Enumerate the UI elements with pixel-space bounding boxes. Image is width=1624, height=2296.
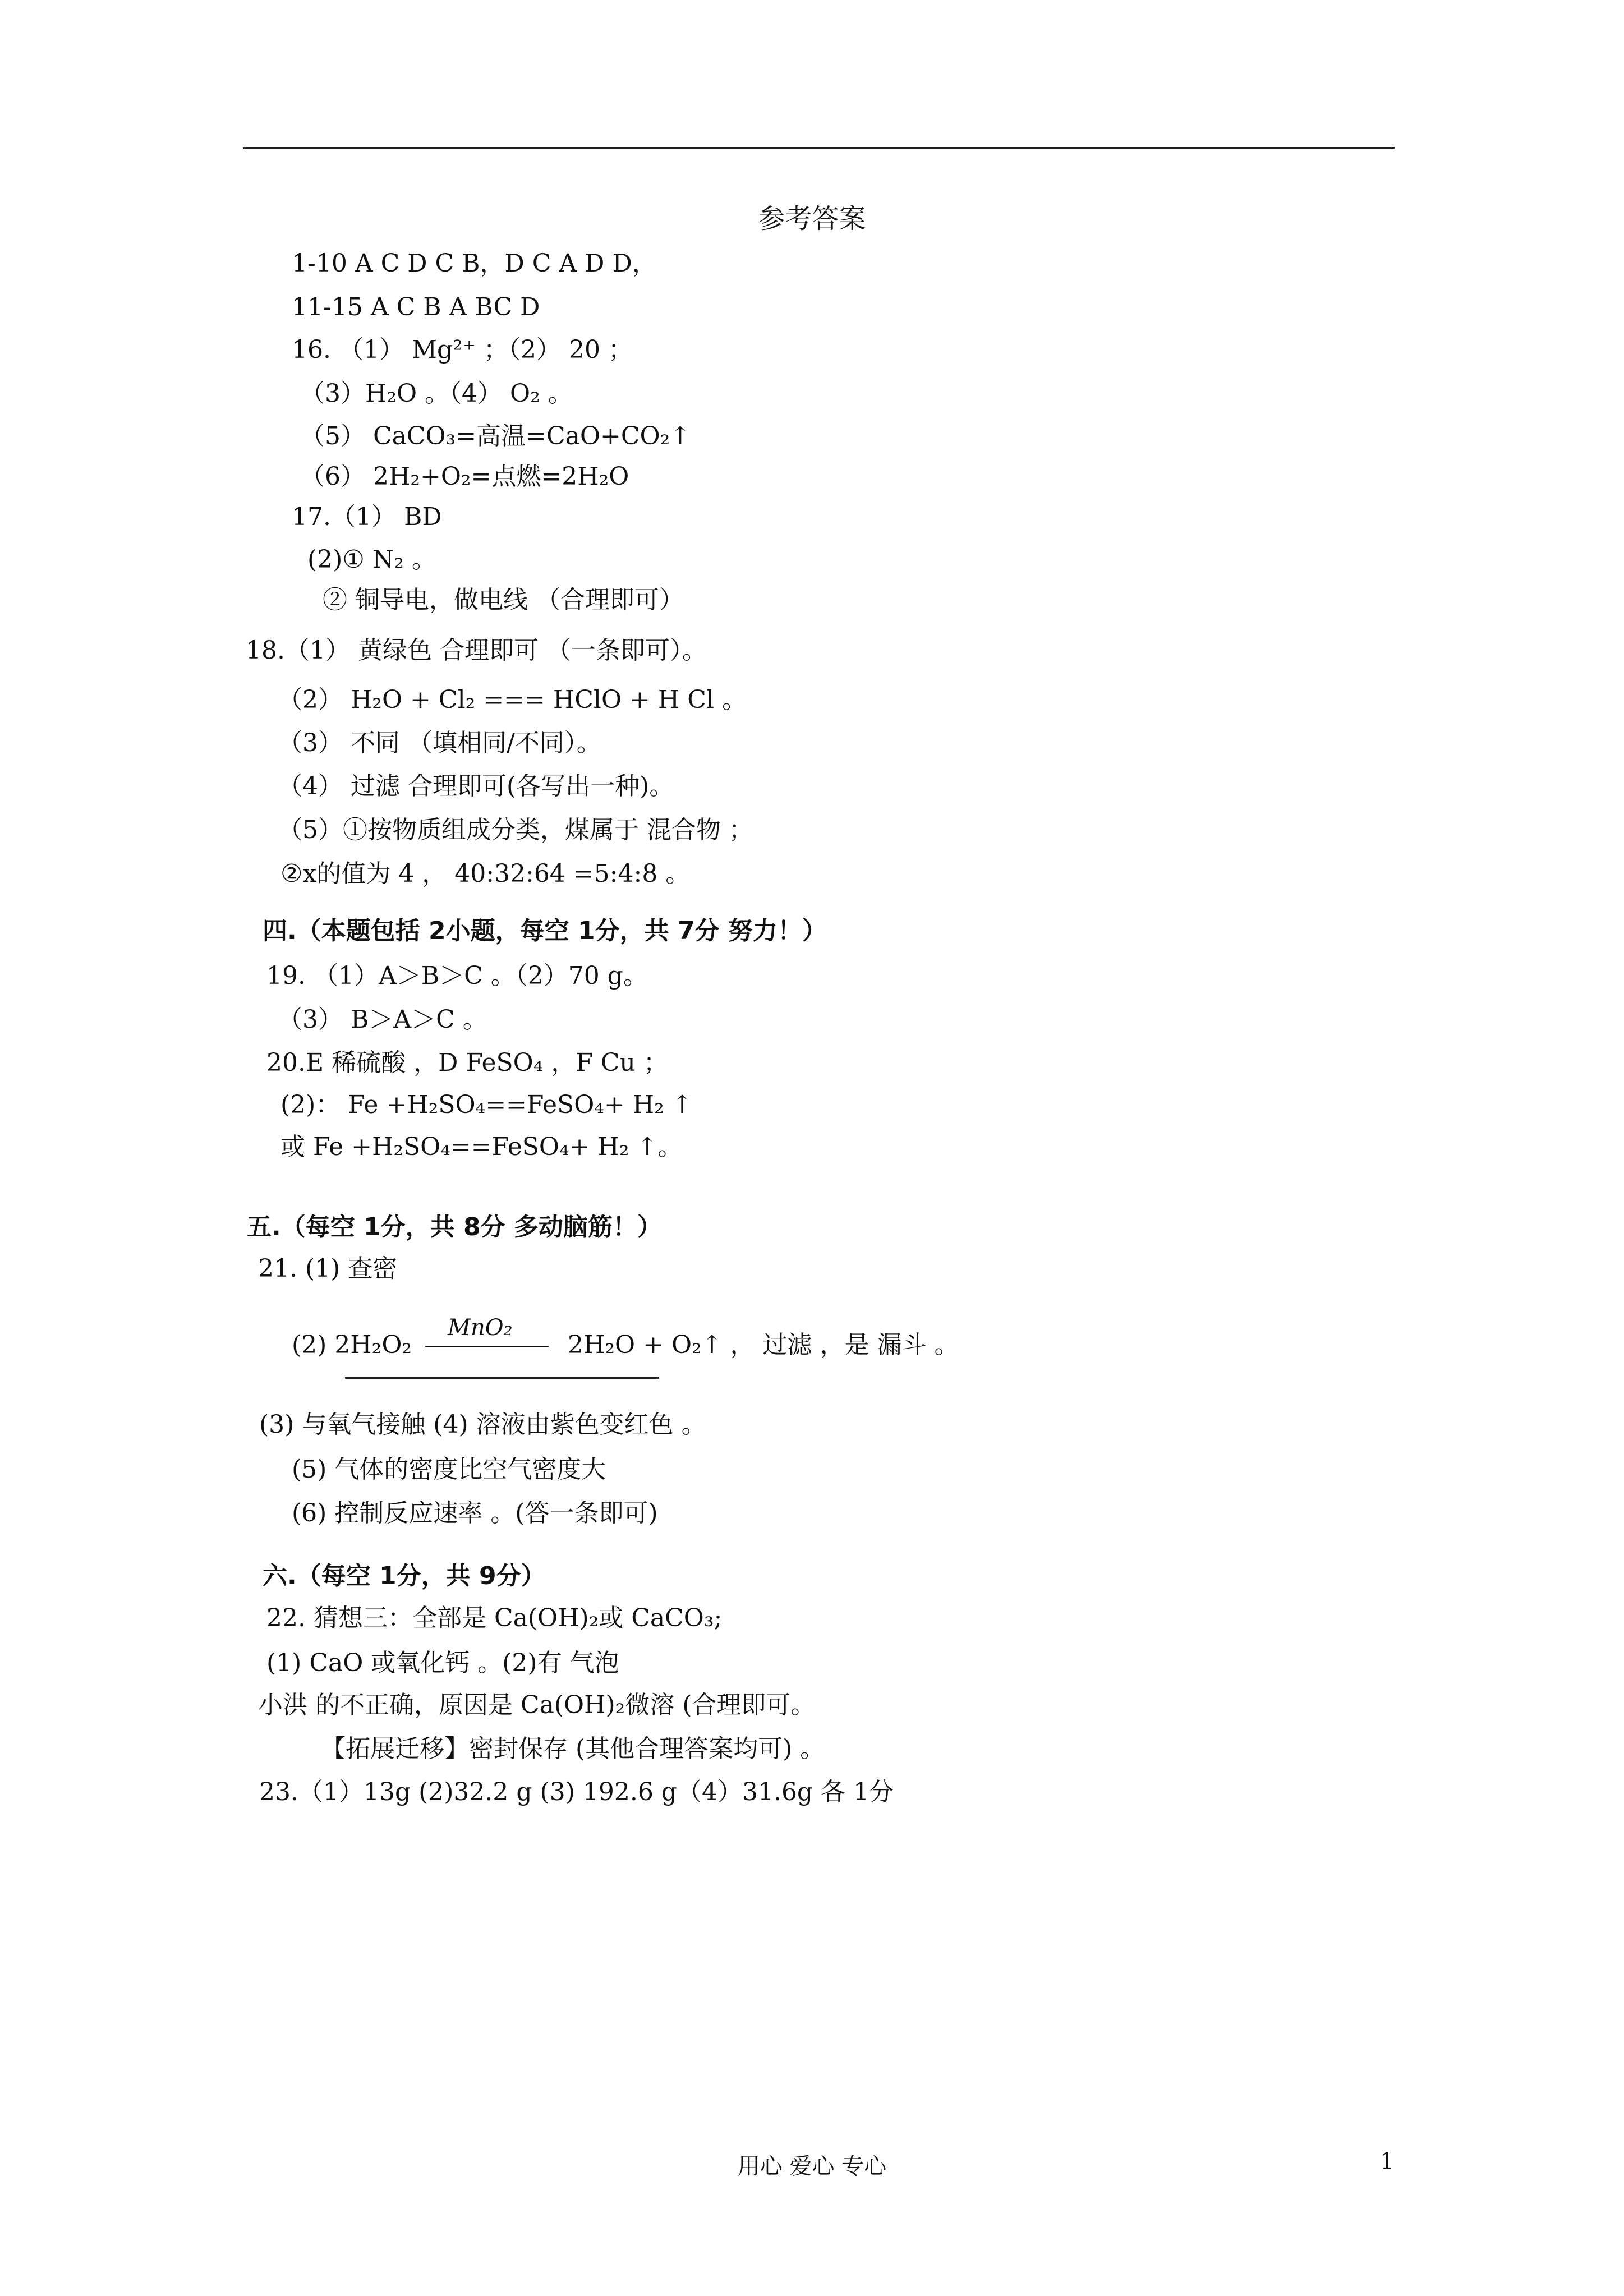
answer-line-18-5b: ②x的值为 4 ， 40:32:64 =5:4:8 。 [280,859,691,888]
equation-underline [345,1377,659,1379]
answer-line-17-2b: ② 铜导电，做电线 （合理即可） [323,586,684,614]
page-title: 参考答案 [758,203,866,234]
answer-line-21-5: (5) 气体的密度比空气密度大 [292,1455,606,1484]
reaction-bar [425,1346,549,1347]
answer-line-22-1: (1) CaO 或氧化钙 。(2)有 气泡 [266,1649,619,1677]
answer-line-19-3: （3） B＞A＞C 。 [278,1005,487,1034]
answer-line-21-2 [292,1314,959,1364]
answer-line-18-3: （3） 不同 （填相同/不同）。 [278,729,601,757]
answer-line-21-6: (6) 控制反应速率 。(答一条即可) [292,1499,658,1527]
answer-line-22-reason: 小洪 的不正确，原因是 Ca(OH)₂微溶 (合理即可。 [258,1691,816,1719]
answer-line-21-3: (3) 与氧气接触 (4) 溶液由紫色变红色 。 [259,1410,706,1439]
answer-line-17-1: 17.（1） BD [292,503,442,531]
answer-line-22: 22. 猜想三：全部是 Ca(OH)₂或 CaCO₃; [266,1604,723,1632]
header-rule [243,147,1395,149]
footer-slogan: 用心 爱心 专心 [737,2154,887,2179]
answer-line-23: 23.（1）13g (2)32.2 g (3) 192.6 g（4）31.6g 各 1分 [259,1778,894,1806]
section-six-heading: 六.（每空 1分，共 9分） [263,1562,546,1590]
answer-line-16-6: （6） 2H₂+O₂=点燃=2H₂O [300,462,629,491]
answer-line-18-2: （2） H₂O + Cl₂ === HClO + H Cl 。 [278,685,747,714]
answer-line-11-15: 11-15 A C B A BC D [292,293,540,321]
answer-line-18-5a: （5）①按物质组成分类，煤属于 混合物 ； [278,816,753,844]
answer-line-19-1: 19. （1）A＞B＞C 。（2）70 g。 [266,961,648,990]
reaction-products: 2H₂O + O₂↑ ， 过滤 ，是 漏斗 。 [568,1331,959,1359]
answer-line-18-1: 18.（1） 黄绿色 合理即可 （一条即可）。 [246,636,707,665]
answer-line-1-10: 1-10 A C D C B，D C A D D， [292,249,657,278]
answer-line-20: 20.E 稀硫酸 ，D FeSO₄ ，F Cu ； [266,1048,668,1077]
answer-line-22-extension: 【拓展迁移】密封保存 (其他合理答案均可) 。 [321,1734,825,1763]
reaction-reactant: (2) 2H₂O₂ [292,1331,412,1359]
answer-line-17-2a: (2)① N₂ 。 [307,545,436,574]
page-number: 1 [1380,2148,1395,2174]
reaction-arrow [420,1314,560,1364]
answer-line-16-1: 16. （1） Mg²⁺ ；（2） 20 ； [292,335,633,364]
answer-line-20-2: (2)： Fe +H₂SO₄==FeSO₄+ H₂ ↑ [280,1091,693,1119]
section-four-heading: 四.（本题包括 2小题，每空 1分，共 7分 努力！） [263,917,827,945]
answer-line-16-3: （3）H₂O 。（4） O₂ 。 [300,379,573,408]
catalyst-label: MnO₂ [448,1314,513,1341]
answer-line-18-4: （4） 过滤 合理即可(各写出一种)。 [278,772,674,800]
answer-line-16-5: （5） CaCO₃=高温=CaO+CO₂↑ [300,422,691,450]
answer-line-21-1: 21. (1) 查密 [258,1254,398,1283]
section-five-heading: 五.（每空 1分，共 8分 多动脑筋！） [247,1213,662,1241]
answer-line-20-2-alt: 或 Fe +H₂SO₄==FeSO₄+ H₂ ↑。 [280,1133,683,1161]
